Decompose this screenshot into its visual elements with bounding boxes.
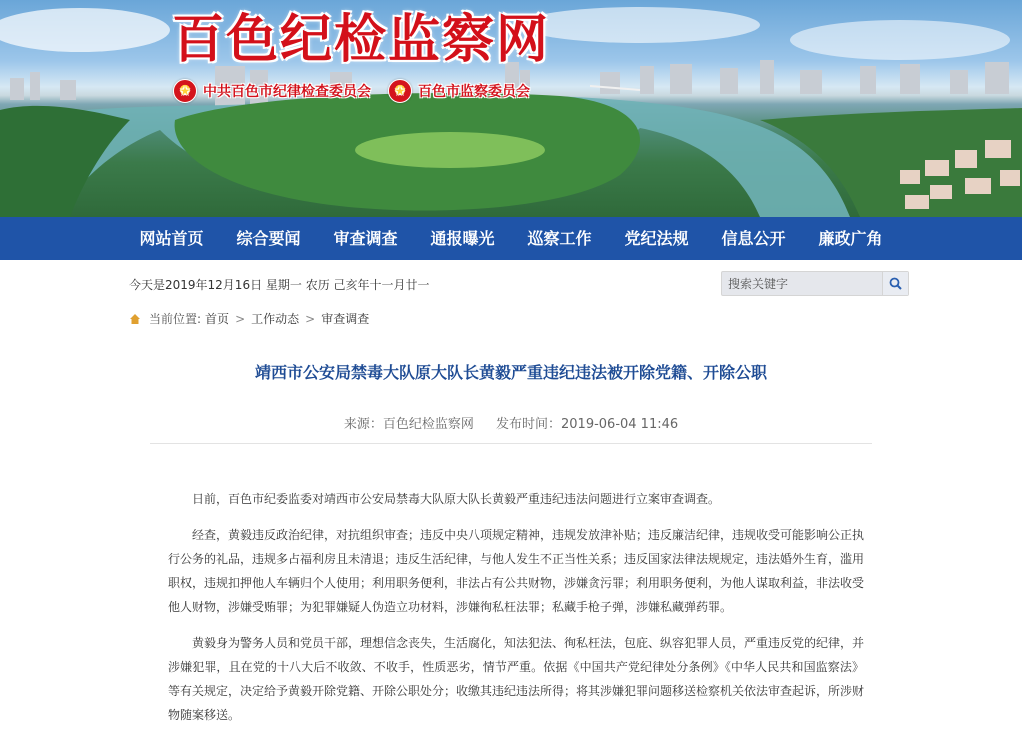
breadcrumb-work-news[interactable]: 工作动态 [251, 312, 300, 326]
article-paragraph: 日前，百色市纪委监委对靖西市公安局禁毒大队原大队长黄毅严重违纪违法问题进行立案审查调查。 [192, 492, 721, 506]
site-title: 百色纪检监察网 [172, 9, 551, 70]
nav-item-investigation[interactable]: 审查调查 [333, 229, 398, 248]
org-discipline-commission [173, 80, 371, 102]
breadcrumb-investigation[interactable]: 审查调查 [321, 312, 370, 326]
search-input[interactable] [722, 272, 882, 295]
nav-item-news[interactable]: 综合要闻 [236, 229, 301, 248]
article-publish-time: 发布时间：2019-06-04 11:46 [496, 417, 679, 432]
org-supervision-commission-label: 百色市监察委员会 [418, 84, 530, 100]
search-icon [889, 277, 902, 290]
nav-item-integrity[interactable]: 廉政广角 [818, 229, 883, 248]
article-paragraph: 经查，黄毅违反政治纪律，对抗组织审查；违反中央八项规定精神，违规发放津补贴；违反廉洁纪律，违规收受可能影响公正执行公务的礼品，违规多占福利房且未清退；违反生活纪律，与他人发生不正当性关系；违反国家法律法规规定，违法婚外生育，滥用职权，违规扣押他人车辆归个人使用；利用职务便利，非法占有公共财物，涉嫌贪污罪；利用职务便利，为他人谋取利益，非法收受他人财物，涉嫌受贿罪；为犯罪嫌疑人伪造立功材料，涉嫌徇私枉法罪；私藏手枪子弹，涉嫌私藏弹药罪。 [168, 528, 865, 614]
article-divider [150, 443, 872, 444]
breadcrumb-separator: > [235, 311, 246, 326]
nav-item-regulations[interactable]: 党纪法规 [624, 229, 689, 248]
article-source: 来源：百色纪检监察网 [343, 417, 474, 432]
breadcrumb-prefix: 当前位置: [149, 312, 202, 326]
org-discipline-commission-label: 中共百色市纪律检查委员会 [203, 84, 371, 100]
article-body [168, 487, 864, 739]
national-emblem-icon: ★ [388, 79, 412, 103]
article-title: 靖西市公安局禁毒大队原大队长黄毅严重违纪违法被开除党籍、开除公职 [254, 363, 767, 382]
party-emblem-icon: ★ [173, 79, 197, 103]
article-paragraph: 黄毅身为警务人员和党员干部，理想信念丧失，生活腐化，知法犯法、徇私枉法，包庇、纵容犯罪人员，严重违反党的纪律，并涉嫌犯罪，且在党的十八大后不收敛、不收手，性质恶劣，情节严重。依据《中国共产党纪律处分条例》《中华人民共和国监察法》等有关规定，决定给予黄毅开除党籍、开除公职处分；收缴其违纪违法所得；将其涉嫌犯罪问题移送检察机关依法审查起诉，所涉财物随案移送。 [168, 636, 865, 722]
search-box [721, 271, 909, 296]
org-supervision-commission [388, 80, 530, 102]
header-banner [0, 0, 1022, 217]
date-line: 今天是2019年12月16日 星期一 农历 己亥年十一月廿一 [129, 278, 430, 292]
nav-item-disclosure[interactable]: 信息公开 [721, 229, 786, 248]
breadcrumb-home[interactable]: 首页 [205, 312, 230, 326]
nav-item-inspection[interactable]: 巡察工作 [527, 229, 592, 248]
breadcrumb-separator: > [305, 311, 316, 326]
nav-item-exposure[interactable]: 通报曝光 [430, 229, 495, 248]
breadcrumb [129, 310, 369, 327]
nav-item-home[interactable]: 网站首页 [139, 229, 204, 248]
search-button[interactable] [882, 272, 908, 295]
home-icon [129, 313, 141, 325]
article-meta [150, 413, 872, 432]
main-nav [0, 217, 1022, 260]
